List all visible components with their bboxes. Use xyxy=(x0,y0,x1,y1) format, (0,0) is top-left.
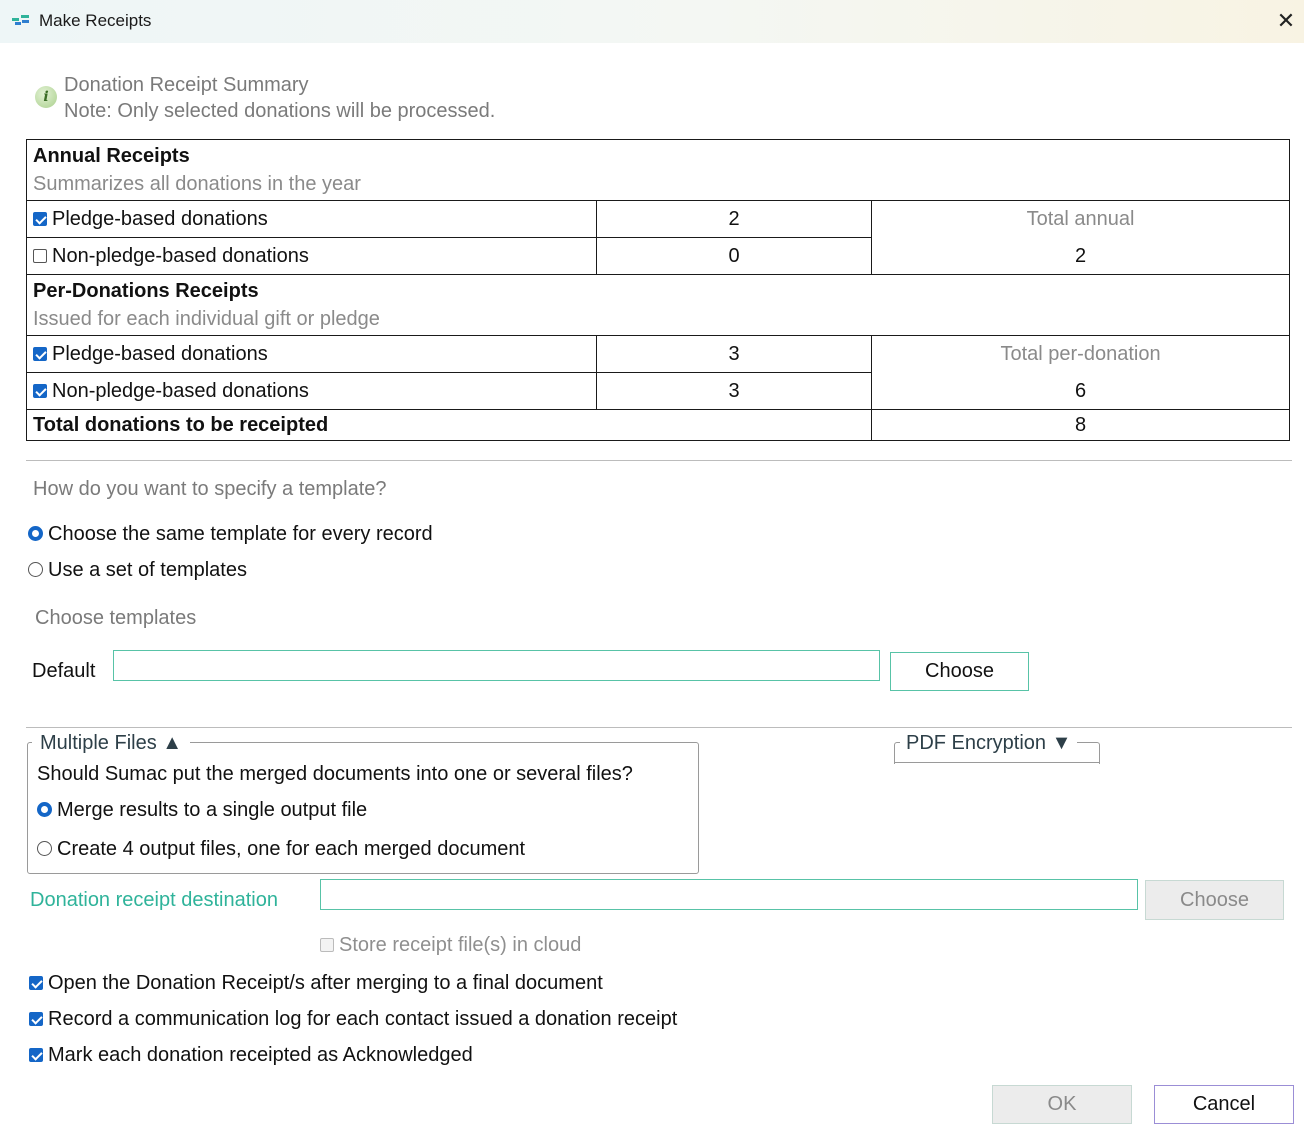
annual-subheading: Summarizes all donations in the year xyxy=(33,173,361,195)
mark-acknowledged-label: Mark each donation receipted as Acknowledged xyxy=(48,1044,473,1066)
merge-single-option[interactable] xyxy=(37,799,367,822)
per-donation-pledge-checkbox[interactable] xyxy=(33,347,47,361)
divider xyxy=(26,727,1292,728)
choose-destination-button[interactable]: Choose xyxy=(1145,880,1284,920)
info-icon: i xyxy=(35,86,57,108)
record-log-option[interactable] xyxy=(29,1008,677,1031)
summary-title: Donation Receipt Summary xyxy=(64,74,309,96)
store-in-cloud-option[interactable] xyxy=(320,934,581,957)
template-option-set-label: Use a set of templates xyxy=(48,559,247,581)
close-icon[interactable]: ✕ xyxy=(1276,8,1296,33)
record-log-checkbox[interactable] xyxy=(29,1012,43,1026)
store-in-cloud-label: Store receipt file(s) in cloud xyxy=(339,934,582,956)
grand-total-row xyxy=(27,410,1290,441)
per-donation-subheading: Issued for each individual gift or pledge xyxy=(33,308,380,330)
open-after-checkbox[interactable] xyxy=(29,976,43,990)
per-donation-section-row xyxy=(27,275,1290,336)
receipt-summary-table xyxy=(26,139,1290,441)
annual-heading: Annual Receipts xyxy=(33,145,190,167)
store-in-cloud-checkbox[interactable] xyxy=(320,938,334,952)
mark-acknowledged-option[interactable] xyxy=(29,1044,473,1067)
multiple-files-toggle[interactable]: Multiple Files ▲ xyxy=(32,732,190,755)
open-after-label: Open the Donation Receipt/s after merging to a final document xyxy=(48,972,603,994)
per-donation-heading: Per-Donations Receipts xyxy=(33,280,259,302)
ok-button[interactable]: OK xyxy=(992,1085,1132,1124)
sumac-logo-icon xyxy=(12,12,30,28)
summary-note: Note: Only selected donations will be processed. xyxy=(64,100,496,122)
open-after-option[interactable] xyxy=(29,972,603,995)
title-bar xyxy=(0,0,1304,43)
annual-section-row xyxy=(27,140,1290,201)
table-row xyxy=(27,201,1290,238)
divider xyxy=(894,762,1100,763)
destination-input[interactable] xyxy=(320,879,1138,910)
record-log-label: Record a communication log for each contact issued a donation receipt xyxy=(48,1008,678,1030)
total-per-donation-cell xyxy=(872,336,1290,410)
total-annual-cell xyxy=(872,201,1290,275)
choose-template-button[interactable]: Choose xyxy=(890,652,1029,691)
radio-template-set[interactable] xyxy=(28,562,43,577)
annual-nonpledge-count: 0 xyxy=(597,238,872,275)
divider xyxy=(26,460,1292,461)
per-donation-pledge-count: 3 xyxy=(597,336,872,373)
pdf-encryption-toggle[interactable]: PDF Encryption ▼ xyxy=(900,732,1077,755)
annual-nonpledge-checkbox[interactable] xyxy=(33,249,47,263)
per-donation-nonpledge-label: Non-pledge-based donations xyxy=(52,379,309,402)
table-row xyxy=(27,336,1290,373)
annual-pledge-checkbox[interactable] xyxy=(33,212,47,226)
default-label: Default xyxy=(32,660,96,682)
annual-pledge-label: Pledge-based donations xyxy=(52,207,268,230)
grand-total-value: 8 xyxy=(872,410,1290,441)
annual-nonpledge-label: Non-pledge-based donations xyxy=(52,244,309,267)
multiple-files-question: Should Sumac put the merged documents into one or several files? xyxy=(37,763,633,785)
radio-same-template[interactable] xyxy=(28,526,43,541)
total-annual-label: Total annual xyxy=(1026,208,1135,230)
per-donation-nonpledge-count: 3 xyxy=(597,373,872,410)
default-template-input[interactable] xyxy=(113,650,880,681)
template-option-same[interactable] xyxy=(28,523,433,546)
template-option-set[interactable] xyxy=(28,559,247,582)
merge-multiple-label: Create 4 output files, one for each merged document xyxy=(57,838,526,860)
radio-merge-multiple[interactable] xyxy=(37,841,52,856)
merge-single-label: Merge results to a single output file xyxy=(57,799,368,821)
total-per-donation-value: 6 xyxy=(1074,380,1087,402)
window-title: Make Receipts xyxy=(39,11,152,30)
annual-pledge-count: 2 xyxy=(597,201,872,238)
mark-acknowledged-checkbox[interactable] xyxy=(29,1048,43,1062)
total-per-donation-label: Total per-donation xyxy=(1000,343,1161,365)
total-annual-value: 2 xyxy=(1074,245,1087,267)
template-option-same-label: Choose the same template for every record xyxy=(48,523,433,545)
cancel-button[interactable]: Cancel xyxy=(1154,1085,1294,1124)
destination-label: Donation receipt destination xyxy=(30,889,278,911)
merge-multiple-option[interactable] xyxy=(37,838,525,861)
per-donation-nonpledge-checkbox[interactable] xyxy=(33,384,47,398)
per-donation-pledge-label: Pledge-based donations xyxy=(52,342,268,365)
choose-templates-heading: Choose templates xyxy=(35,607,197,629)
radio-merge-single[interactable] xyxy=(37,802,52,817)
grand-total-label: Total donations to be receipted xyxy=(27,410,872,441)
template-question: How do you want to specify a template? xyxy=(33,478,387,500)
